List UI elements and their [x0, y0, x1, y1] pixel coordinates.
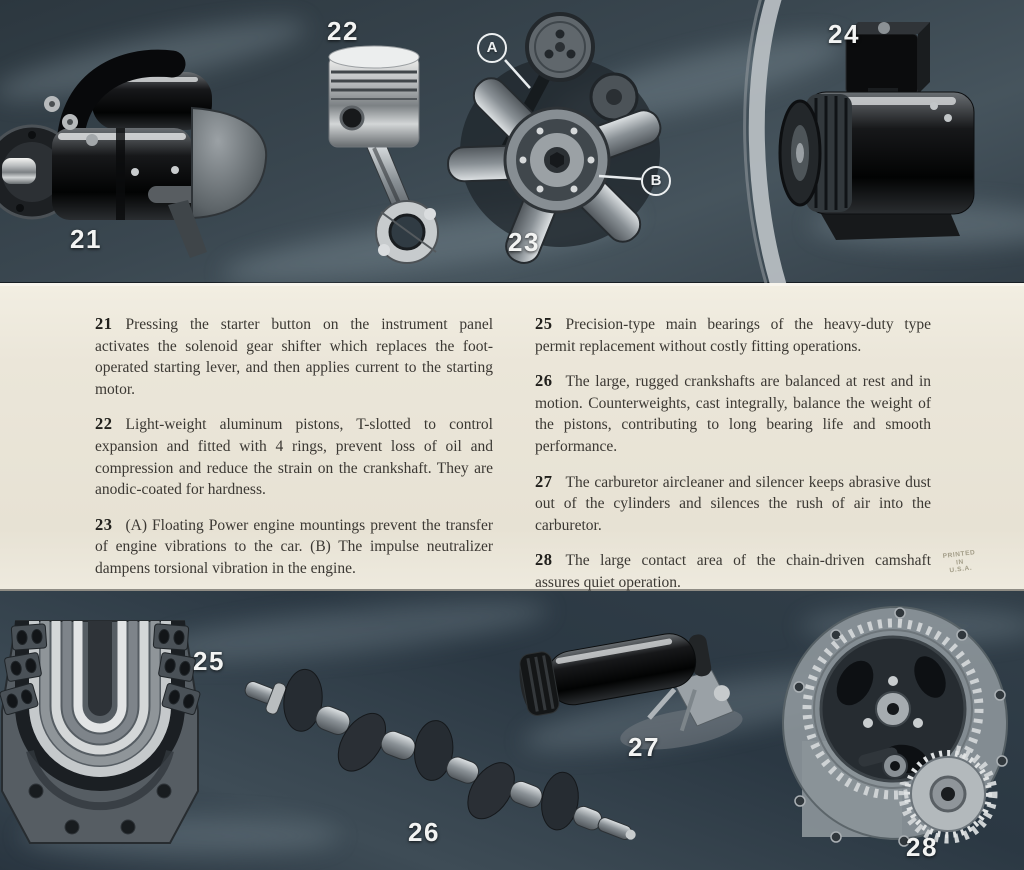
timing-chain-photo [783, 607, 1007, 846]
caption-number: 23 [95, 514, 113, 534]
figure-label-27: 27 [628, 732, 660, 762]
caption-number: 27 [535, 471, 553, 491]
figure-label-26: 26 [408, 817, 440, 847]
caption-text: Pressing the starter button on the instrument panel activates the solenoid gear shifter which replaces the foot-operated starting lever, and then applies current to the starting motor. [95, 316, 493, 398]
figure-label-23: 23 [508, 227, 540, 257]
stamp-line: PRINTED [942, 549, 976, 561]
callout-b: B [641, 166, 671, 196]
caption-text: Light-weight aluminum pistons, T-slotted to control expansion and fitted with 4 rings, prevent loss of oil and compression and reduce the strain on the crankshaft. They are anodic-coated for hardness. [95, 416, 493, 499]
top-photo-section [0, 0, 1024, 283]
bottom-photo-section [0, 591, 1024, 870]
stamp-line: IN [955, 558, 965, 566]
caption-text: The carburetor aircleaner and silencer keeps abrasive dust out of the cylinders and silences the rush of air into the carburetor. [535, 473, 931, 534]
caption-number: 21 [95, 314, 113, 333]
figure-label-22: 22 [327, 16, 359, 46]
figure-label-21: 21 [70, 224, 102, 254]
caption-number: 28 [535, 550, 553, 570]
piston-connecting-rod-photo [329, 46, 438, 263]
caption-21 [95, 313, 493, 400]
caption-number: 22 [95, 414, 113, 434]
caption-text: (A) Floating Power engine mountings prevent the transfer of engine vibrations to the car. (B) The impulse neutralizer dampens torsional vibration in the engine. [95, 516, 493, 577]
callout-a: A [477, 33, 507, 63]
bottom-artwork [0, 591, 1024, 870]
caption-text: The large, rugged crankshafts are balanced at rest and in motion. Counterweights, cast integrally, balance the weight of the pistons, contributing to long bearing life and smooth performance. [535, 373, 931, 455]
caption-text: Precision-type main bearings of the heavy-duty type permit replacement without costly fitting operations. [535, 316, 931, 355]
caption-22 [95, 413, 493, 500]
caption-26 [535, 370, 931, 457]
caption-number: 25 [535, 314, 553, 333]
main-bearings-photo [0, 621, 201, 843]
caption-28 [535, 549, 931, 593]
stamp-line: U.S.A. [949, 564, 973, 575]
caption-27 [535, 471, 931, 537]
figure-label-25: 25 [193, 646, 225, 676]
caption-number: 26 [535, 371, 553, 391]
figure-label-28: 28 [906, 832, 938, 862]
caption-23 [95, 514, 493, 580]
caption-band [0, 283, 1024, 591]
figure-label-24: 24 [828, 19, 860, 49]
caption-text: The large contact area of the chain-driven camshaft assures quiet operation. [535, 552, 931, 591]
caption-25 [535, 313, 931, 357]
